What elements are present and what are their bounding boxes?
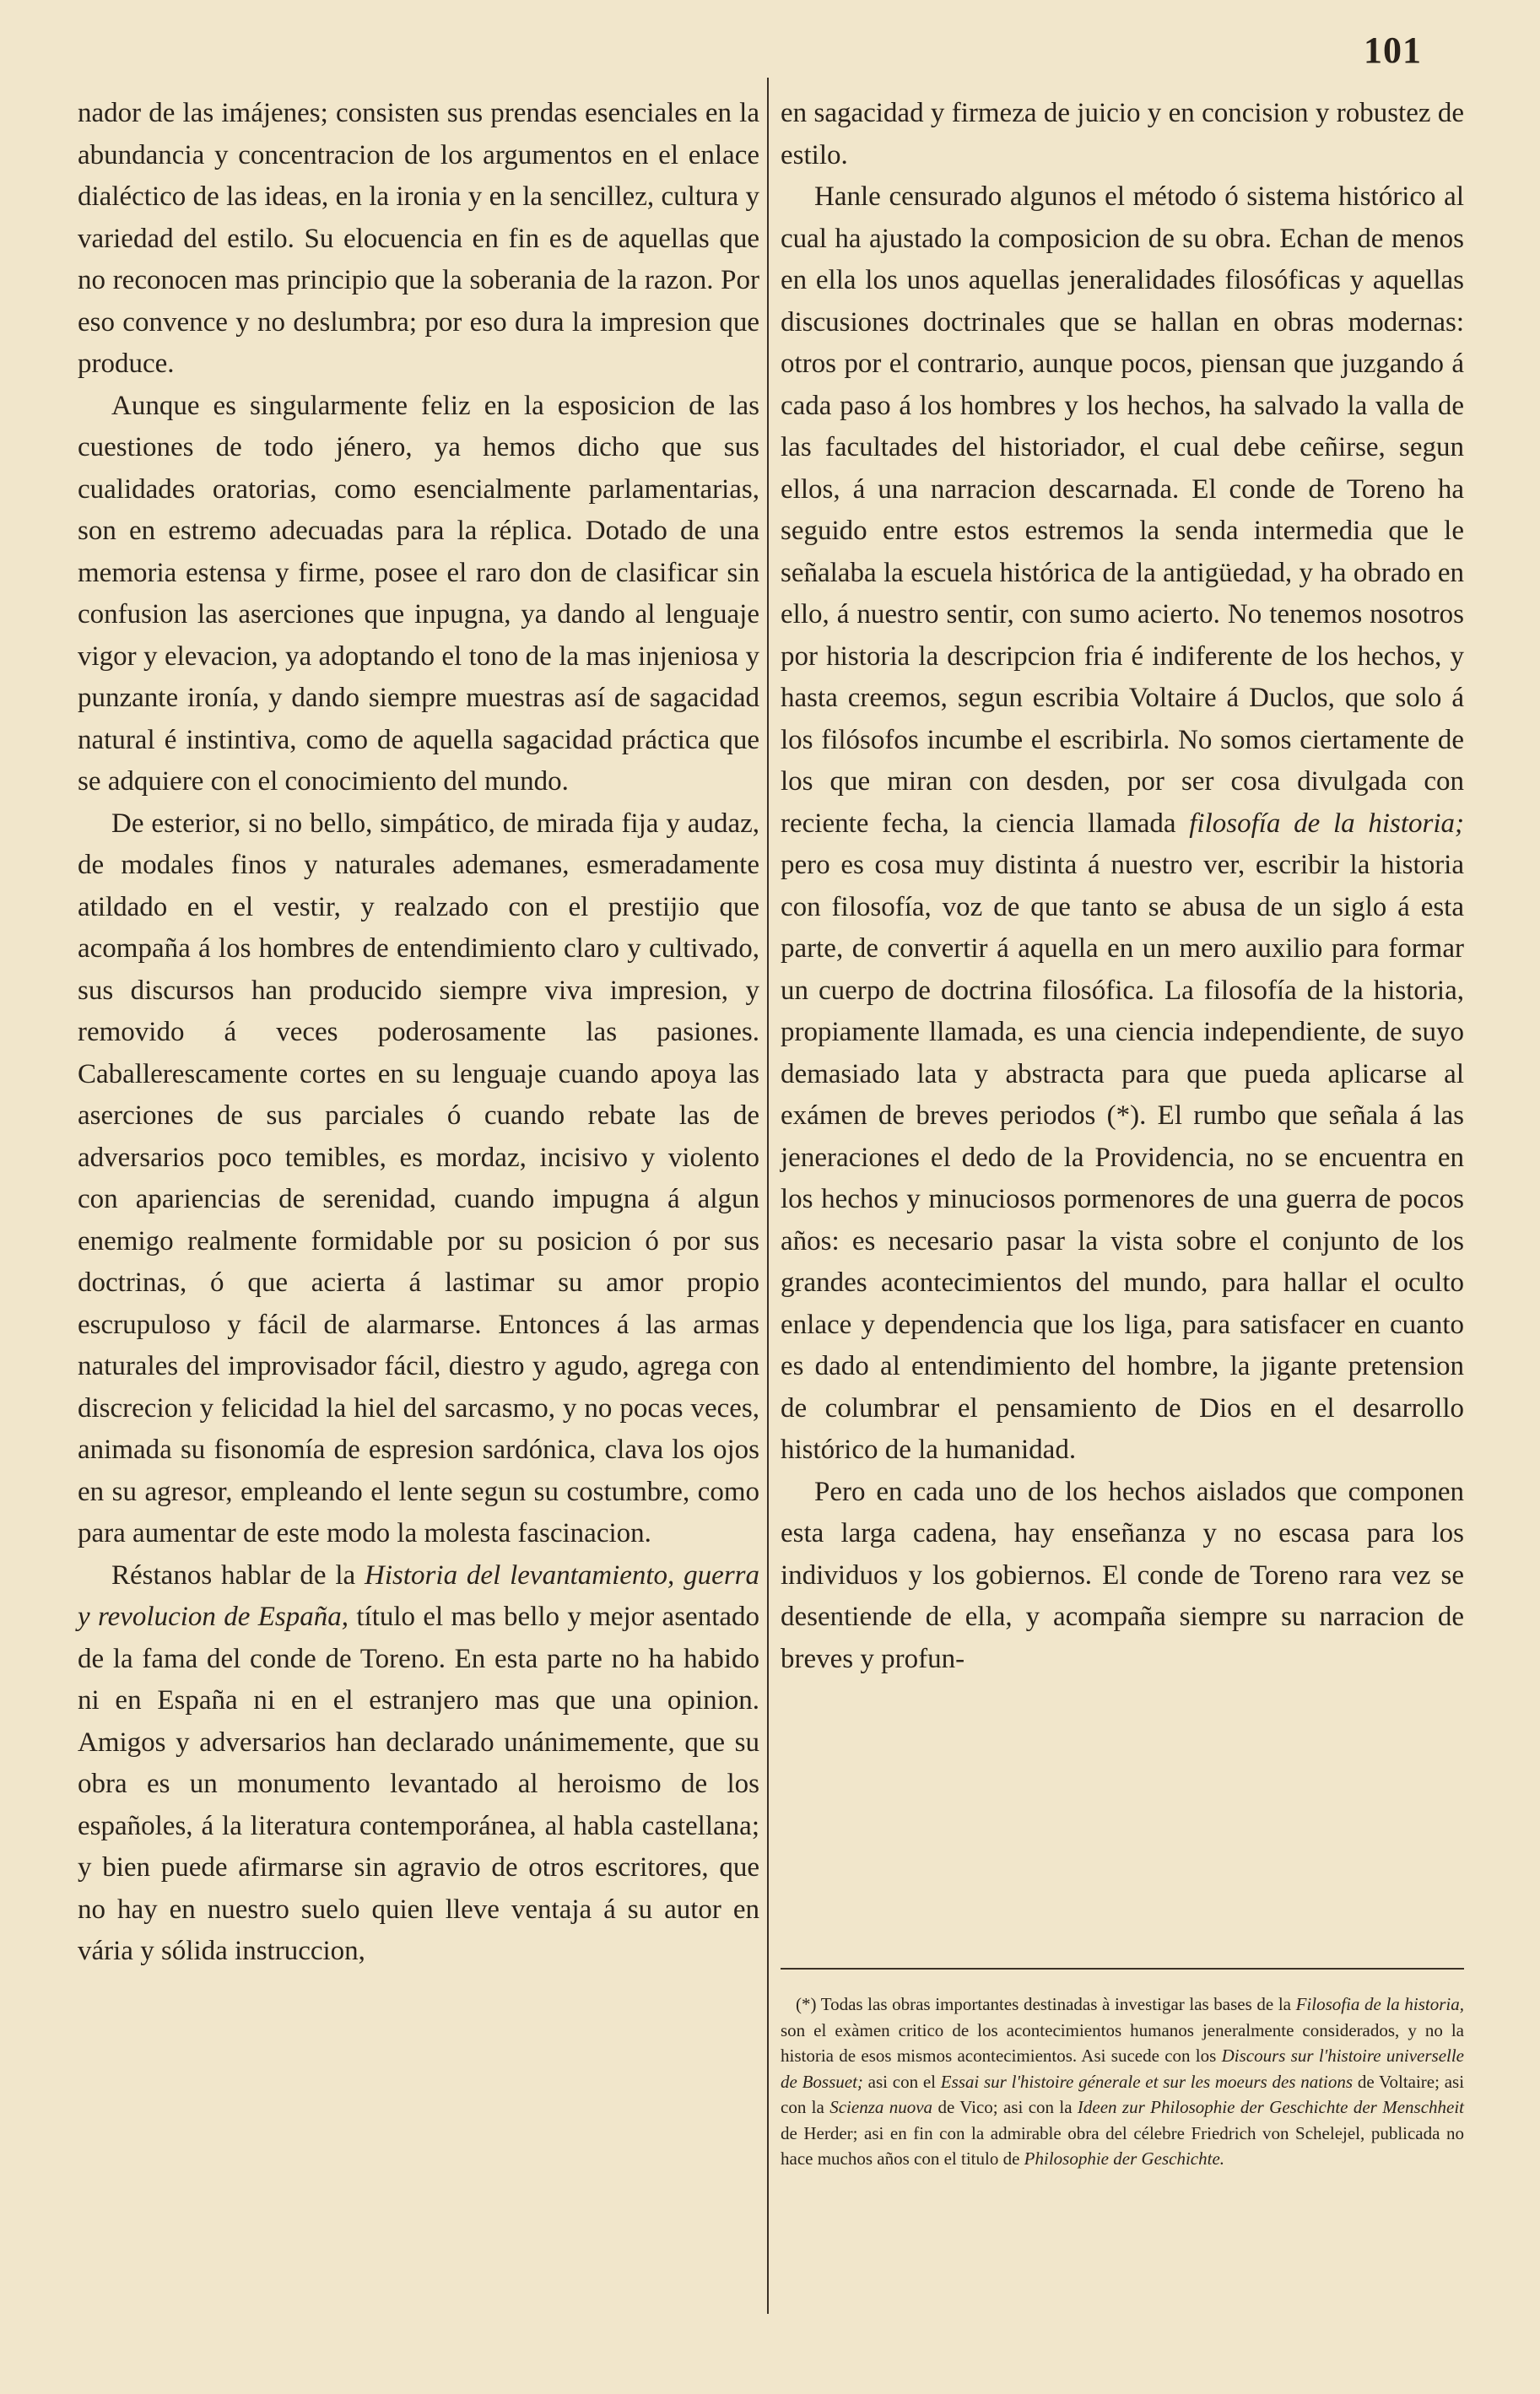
italic-title: Scienza nuova	[829, 2097, 933, 2117]
text-run: de Vico; asi con la	[938, 2097, 1073, 2117]
footnote-text	[781, 1991, 1464, 2172]
italic-title: Discours sur l'histoire universelle de Bossuet;	[781, 2045, 1465, 2092]
italic-title: Filosofia de la historia,	[1295, 1994, 1465, 2014]
text-run: asi con el	[867, 2071, 936, 2092]
italic-title: Philosophie der Geschichte.	[1024, 2148, 1225, 2169]
left-column	[78, 93, 759, 1973]
text-run: de Voltaire; asi con la	[781, 2071, 1465, 2117]
text-run: Hanle censurado algunos el método ó sistema histórico al cual ha ajustado la composicion de su obra. Echan de menos en ella los unos aquellas jeneralidades filosóficas y aquellas discusiones doctrinales que se hallan en obras modernas: otros por el contrario, aunque pocos, piensan que juzgando á cada paso á los hombres y los hechos, ha salvado la valla de las facultades del historiador, el cual debe ceñirse, segun ellos, á una narracion descarnada. El conde de Toreno ha seguido entre estos estremos la senda intermedia que le señalaba la escuela histórica de la antigüedad, y ha obrado en ello, á nuestro sentir, con sumo acierto. No tenemos nosotros por historia la descripcion fria é indiferente de los hechos, y hasta creemos, segun escribia Voltaire á Duclos, que solo á los filósofos incumbe el escribirla. No somos ciertamente de los que miran con desden, por ser cosa divulgada con reciente fecha, la ciencia llamada	[781, 181, 1464, 839]
text-run: son el exàmen critico de los acontecimientos humanos jeneralmente considerados, y no la historia de esos mismos acontecimientos. Asi sucede con los	[781, 2019, 1464, 2066]
paragraph	[78, 1555, 759, 1973]
column-divider	[767, 78, 769, 2314]
text-run: Réstanos hablar de la	[111, 1559, 356, 1591]
paragraph: Pero en cada uno de los hechos aislados que componen esta larga cadena, hay enseñanza y no escasa para los individuos y los gobiernos. El conde de Toreno rara vez se desentiende de ella, y acompaña siempre su narracion de breves y profun-	[781, 1476, 1464, 1674]
text-run: título el mas bello y mejor asentado de la fama del conde de Toreno. En esta parte no ha habido ni en España ni en el estranjero mas que una opinion. Amigos y adversarios han declarado unánimemente, que su obra es un monumento levantado al heroismo de los españoles, á la literatura contemporánea, al habla castellana; y bien puede afirmarse sin agravio de otros escritores, que no hay en nuestro suelo quien lleve ventaja á su autor en vária y sólida instruccion,	[78, 1602, 760, 1966]
paragraph: De esterior, si no bello, simpático, de mirada fija y audaz, de modales finos y naturales ademanes, esmeradamente atildado en el vestir, y realzado con el prestijio que acompaña á los hombres de entendimiento claro y cultivado, sus discursos han producido siempre viva impresion, y removido á veces poderosamente las pasiones. Caballerescamente cortes en su lenguaje cuando apoya las aserciones de sus parciales ó cuando rebate las de adversarios poco temibles, es mordaz, incisivo y violento con apariencias de serenidad, cuando impugna á algun enemigo realmente formidable por su posicion ó por sus doctrinas, ó que acierta á lastimar su amor propio escrupuloso y fácil de alarmarse. Entonces á las armas naturales del improvisador fácil, diestro y agudo, agrega con discrecion y felicidad la hiel del sarcasmo, y no pocas veces, animada su fisonomía de espresion sardónica, clava los ojos en su agresor, empleando el lente segun su costumbre, como para aumentar de este modo la molesta fascinacion.	[78, 808, 759, 1548]
text-run: pero es cosa muy distinta á nuestro ver, escribir la historia con filosofía, voz de que tanto se abusa de un siglo á esta parte, de convertir á aquella en un mero auxilio para formar un cuerpo de doctrina filosófica. La filosofía de la historia, propiamente llamada, es una ciencia independiente, de suyo demasiado lata y abstracta para que pueda aplicarse al exámen de breves periodos (*). El rumbo que señala á las jeneraciones el dedo de la Providencia, no se encuentra en los hechos y minuciosos pormenores de una guerra de pocos años: es necesario pasar la vista sobre el conjunto de los grandes acontecimientos del mundo, para hallar el oculto enlace y dependencia que los liga, para satisfacer en cuanto es dado al entendimiento del hombre, la jigante pretension de columbrar el pensamiento de Dios en el desarrollo histórico de la humanidad.	[781, 850, 1464, 1465]
paragraph: nador de las imájenes; consisten sus prendas esenciales en la abundancia y concentracion de los argumentos en el enlace dialéctico de las ideas, en la ironia y en la sencillez, cultura y variedad del estilo. Su elocuencia en fin es de aquellas que no reconocen mas principio que la soberania de la razon. Por eso convence y no deslumbra; por eso dura la impresion que produce.	[78, 98, 759, 379]
italic-title: Essai sur l'histoire génerale et sur les moeurs des nations	[940, 2071, 1354, 2092]
footnote	[781, 1991, 1464, 2172]
book-title: Historia del levantamiento, guerra y revolucion de España,	[78, 1559, 760, 1632]
paragraph	[781, 176, 1464, 1472]
text-run: de Herder; asi en fin con la admirable obra del célebre Friedrich von Schelejel, publicada no hace muchos años con el titulo de	[781, 2122, 1464, 2169]
paragraph: Aunque es singularmente feliz en la esposicion de las cuestiones de todo jénero, ya hemos dicho que sus cualidades oratorias, como esencialmente parlamentarias, son en estremo adecuadas para la réplica. Dotado de una memoria estensa y firme, posee el raro don de clasificar sin confusion las aserciones que inpugna, ya dando al lenguaje vigor y elevacion, ya adoptando el tono de la mas injeniosa y punzante ironía, y dando siempre muestras así de sagacidad natural é instintiva, como de aquella sagacidad práctica que se adquiere con el conocimiento del mundo.	[78, 390, 759, 797]
italic-title: Ideen zur Philosophie der Geschichte der Menschheit	[1077, 2097, 1464, 2117]
paragraph: en sagacidad y firmeza de juicio y en concision y robustez de estilo.	[781, 98, 1464, 170]
italic-term: filosofía de la historia;	[1189, 808, 1465, 839]
right-column	[781, 93, 1464, 1680]
page-number: 101	[1364, 30, 1422, 71]
text-run: (*) Todas las obras importantes destinadas à investigar las bases de la	[796, 1994, 1291, 2014]
footnote-divider	[781, 1968, 1464, 1970]
